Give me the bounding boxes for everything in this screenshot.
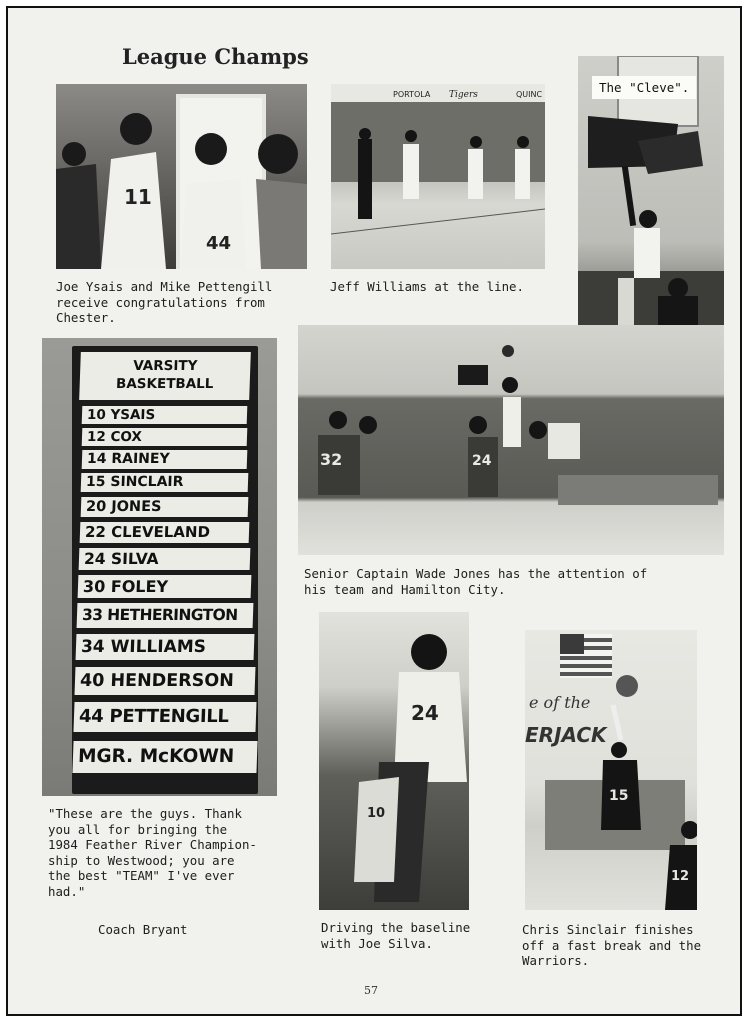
roster-board-photo (42, 338, 277, 796)
roster-board-heading (79, 352, 251, 400)
page-number: 57 (364, 984, 378, 997)
roster-plate: 15 SINCLAIR (81, 473, 249, 492)
caption-congratulations: Joe Ysais and Mike Pettengill receive congratulations from Chester. (56, 279, 273, 325)
banner-text: ERJACK (525, 723, 607, 747)
jersey-number: 24 (472, 453, 492, 469)
jersey-number: 11 (124, 185, 152, 209)
banner-text: e of the (529, 693, 591, 712)
roster-plate: 24 SILVA (79, 548, 251, 570)
roster-board (72, 346, 258, 794)
yearbook-page (6, 6, 742, 1016)
photo-free-throw-scene (331, 84, 545, 269)
photo-fast-break (525, 630, 697, 910)
wall-sign-text: Tigers (449, 90, 478, 100)
american-flag (560, 634, 612, 678)
photo-baseline-drive (319, 612, 469, 910)
caption-baseline-drive: Driving the baseline with Joe Silva. (321, 920, 471, 951)
photo-free-throw (331, 84, 545, 269)
caption-senior-captain: Senior Captain Wade Jones has the attention of his team and Hamilton City. (304, 566, 648, 597)
coach-quote: "These are the guys. Thank you all for bringing the 1984 Feather River Champion- ship to Westwood; you are the best "TEAM" I've ever had." (48, 806, 257, 899)
wall-sign-text: PORTOLA (393, 90, 431, 99)
roster-plate: 22 CLEVELAND (80, 522, 250, 543)
coach-signature: Coach Bryant (98, 922, 188, 937)
wall-sign-text: QUINC (516, 90, 543, 99)
photo-fast-break-scene (525, 630, 697, 910)
jersey-number: 32 (320, 450, 343, 469)
photo-senior-captain (298, 325, 724, 555)
photo-the-cleve-scene (578, 56, 724, 365)
photo-baseline-drive-scene (319, 612, 469, 910)
board-heading-line: BASKETBALL (115, 376, 214, 392)
caption-fast-break: Chris Sinclair finishes off a fast break and the Warriors. (522, 922, 702, 968)
caption-free-throw: Jeff Williams at the line. (330, 279, 524, 294)
jersey-number: 44 (206, 233, 232, 254)
board-heading-line: VARSITY (133, 358, 198, 374)
photo-congratulations-scene (56, 84, 307, 269)
jersey-number: 12 (671, 869, 690, 884)
roster-plate: 14 RAINEY (82, 450, 248, 469)
roster-plate: 33 HETHERINGTON (77, 603, 254, 628)
roster-plate-manager: MGR. McKOWN (72, 741, 257, 773)
roster-plate: 40 HENDERSON (75, 667, 256, 695)
roster-plate: 20 JONES (81, 497, 249, 517)
roster-plate: 34 WILLIAMS (76, 634, 255, 660)
photo-senior-captain-scene (298, 325, 724, 555)
photo-callout: The "Cleve". (592, 76, 696, 99)
jersey-number: 15 (609, 788, 629, 804)
photo-the-cleve (578, 56, 724, 365)
photo-congratulations (56, 84, 307, 269)
roster-plate: 30 FOLEY (78, 575, 252, 598)
roster-plate: 10 YSAIS (82, 406, 248, 424)
jersey-number: 10 (367, 806, 386, 821)
page-title: League Champs (122, 44, 309, 69)
jersey-number: 24 (411, 701, 439, 725)
roster-plate: 12 COX (82, 428, 248, 446)
roster-plate: 44 PETTENGILL (73, 702, 256, 732)
